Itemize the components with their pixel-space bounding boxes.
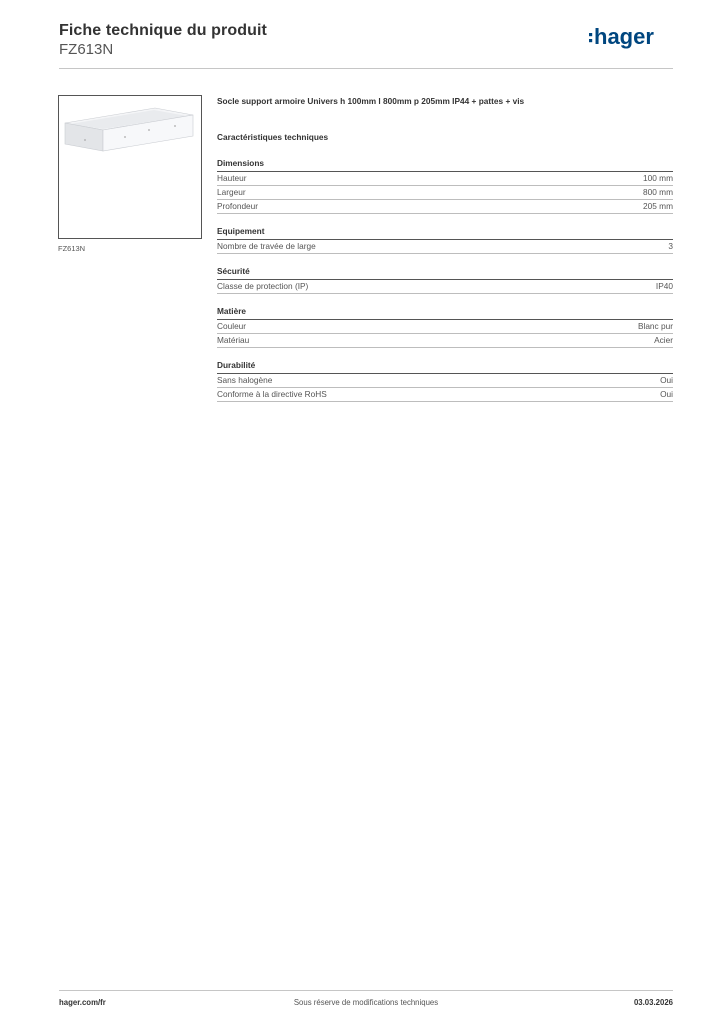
page-title: Fiche technique du produit — [59, 22, 267, 39]
header-divider — [59, 68, 673, 69]
spec-value: 205 mm — [643, 201, 673, 211]
spec-row — [217, 240, 673, 254]
brand-name: hager — [594, 26, 654, 49]
spec-label: Profondeur — [217, 201, 259, 211]
spec-value: 100 mm — [643, 173, 673, 183]
section-durabilite — [217, 360, 673, 402]
section-title: Dimensions — [217, 158, 673, 172]
spec-label: Conforme à la directive RoHS — [217, 389, 327, 399]
footer-divider — [59, 990, 673, 991]
website-link[interactable]: hager.com/fr — [59, 998, 106, 1007]
image-caption: FZ613N — [58, 244, 86, 253]
spec-label: Sans halogène — [217, 375, 273, 385]
spec-value: Oui — [660, 389, 673, 399]
footer-disclaimer: Sous réserve de modifications techniques — [293, 998, 439, 1007]
spec-row — [217, 320, 673, 334]
section-title: Sécurité — [217, 266, 673, 280]
footer-date: 03.03.2026 — [633, 998, 673, 1007]
spec-row — [217, 388, 673, 402]
spec-label: Nombre de travée de large — [217, 241, 316, 251]
spec-row — [217, 200, 673, 214]
spec-label: Couleur — [217, 321, 247, 331]
spec-value: 800 mm — [643, 187, 673, 197]
spec-label: Matériau — [217, 335, 250, 345]
spec-row — [217, 172, 673, 186]
section-dimensions — [217, 158, 673, 214]
spec-label: Classe de protection (IP) — [217, 281, 309, 291]
hager-logo — [589, 26, 671, 52]
specs-heading: Caractéristiques techniques — [217, 132, 329, 142]
product-image — [58, 95, 202, 239]
page-header — [59, 22, 673, 70]
section-securite — [217, 266, 673, 294]
section-title: Equipement — [217, 226, 673, 240]
spec-value: Blanc pur — [637, 321, 673, 331]
spec-row — [217, 280, 673, 294]
section-title: Durabilité — [217, 360, 673, 374]
spec-label: Hauteur — [217, 173, 247, 183]
section-title: Matière — [217, 306, 673, 320]
product-code: FZ613N — [59, 41, 114, 58]
spec-content — [217, 96, 673, 402]
spec-row — [217, 186, 673, 200]
section-matiere — [217, 306, 673, 348]
spec-label: Largeur — [217, 187, 246, 197]
product-illustration — [59, 96, 201, 238]
spec-row — [217, 374, 673, 388]
product-description: Socle support armoire Univers h 100mm l 800mm p 205mm IP44 + pattes + vis — [217, 96, 525, 106]
spec-row — [217, 334, 673, 348]
spec-value: Oui — [660, 375, 673, 385]
spec-value: 3 — [668, 241, 673, 251]
spec-value: IP40 — [655, 281, 673, 291]
spec-value: Acier — [654, 335, 673, 345]
section-equipement — [217, 226, 673, 254]
